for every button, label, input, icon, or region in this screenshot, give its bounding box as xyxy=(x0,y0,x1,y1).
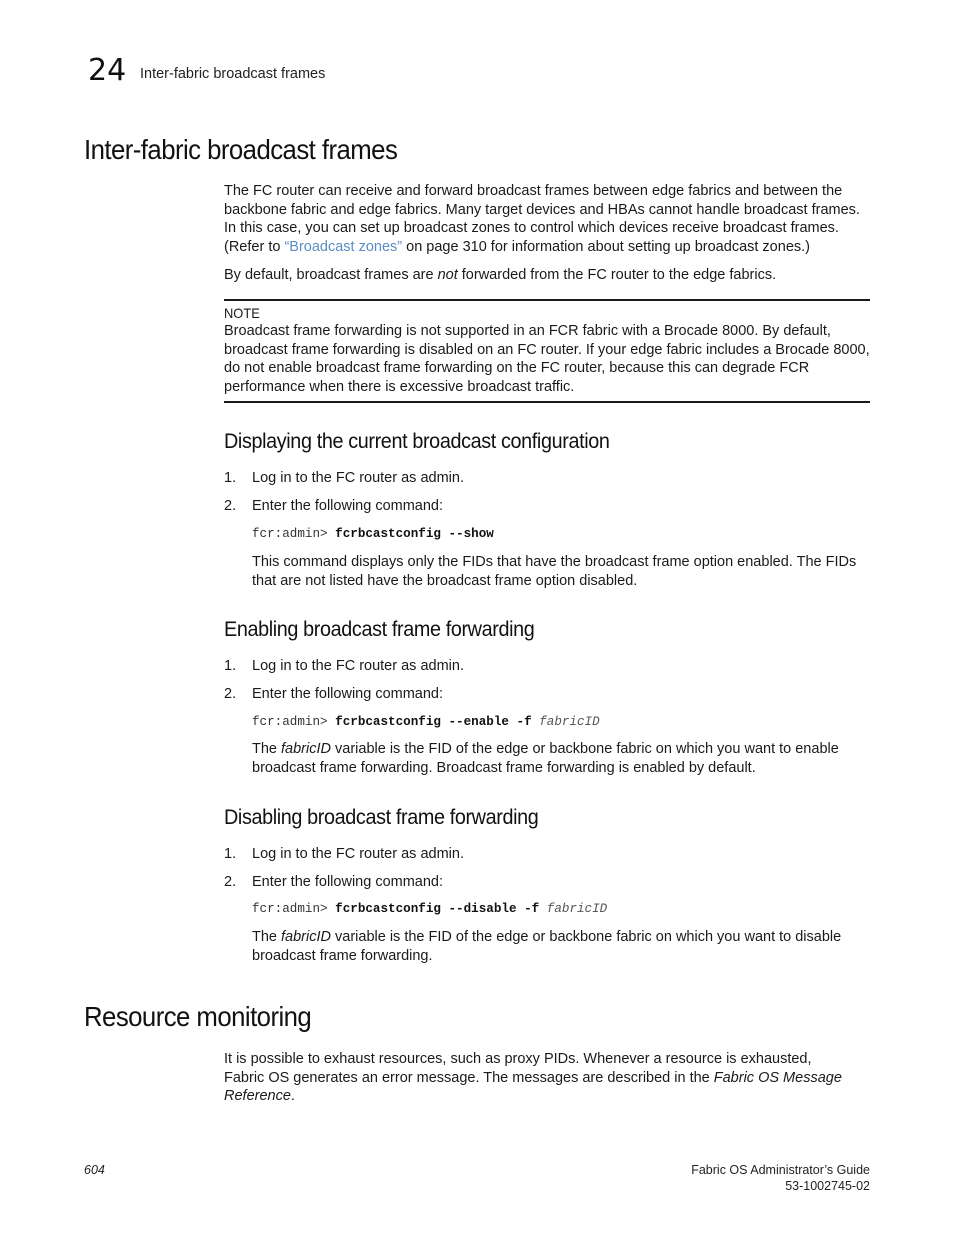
step-text: Enter the following command: xyxy=(252,686,444,702)
subsection-title-display: Displaying the current broadcast configuration xyxy=(224,429,610,453)
broadcast-zones-link[interactable]: “Broadcast zones” xyxy=(284,238,403,255)
doc-number: 53-1002745-02 xyxy=(785,1179,870,1193)
step-text: Log in to the FC router as admin. xyxy=(252,846,464,862)
step-number: 2. xyxy=(224,686,237,702)
code-block xyxy=(252,714,600,730)
default-text-a: By default, broadcast frames are xyxy=(224,267,438,283)
desc-text-a: The xyxy=(252,929,282,945)
description-paragraph: This command displays only the FIDs that have the broadcast frame option enabled. The FIDs that are not listed have the broadcast frame option disabled. xyxy=(252,554,857,589)
desc-text-a: The xyxy=(252,741,282,757)
step-text: Enter the following command: xyxy=(252,498,444,514)
subsection-title-disable: Disabling broadcast frame forwarding xyxy=(224,805,539,829)
resource-paragraph xyxy=(224,1050,854,1106)
code-command: fcrbcastconfig --show xyxy=(335,527,494,541)
note-label: NOTE xyxy=(224,305,260,321)
description-paragraph xyxy=(252,740,872,777)
step-text: Enter the following command: xyxy=(252,874,444,890)
desc-text-b: variable is the FID of the edge or backbone fabric on which you want to disable broadcast frame forwarding. xyxy=(252,929,842,964)
page-number-text: 604 xyxy=(84,1163,105,1177)
list-item xyxy=(224,657,864,675)
list-item xyxy=(224,497,864,515)
code-prompt: fcr:admin> xyxy=(252,527,336,541)
code-variable: fabricID xyxy=(539,715,600,729)
chapter-title: Inter-fabric broadcast frames xyxy=(140,66,326,82)
intro-text-b: on page 310 for information about setting up broadcast zones.) xyxy=(402,238,810,255)
intro-text-a: The FC router can receive and forward broadcast frames between edge fabrics and between the backbone fabric and edge fabrics. Many target devices and HBAs cannot handle broadcast frames. In this case, you can set up broadcast zones to control which devices receive broadcast frames. (Refer to xyxy=(224,183,860,255)
section-title-resource: Resource monitoring xyxy=(84,1001,312,1032)
desc-text-em: fabricID xyxy=(281,741,331,757)
step-number: 1. xyxy=(224,470,237,486)
desc-text-em: fabricID xyxy=(281,929,331,945)
default-paragraph xyxy=(224,266,872,285)
code-variable: fabricID xyxy=(546,902,608,916)
doc-title: Fabric OS Administrator’s Guide xyxy=(691,1163,870,1177)
resource-text-a: It is possible to exhaust resources, such as proxy PIDs. Whenever a resource is exhausted, Fabric OS generates an error message. The messages are described in the xyxy=(224,1051,812,1086)
code-block xyxy=(252,526,494,542)
list-item xyxy=(224,685,864,703)
list-item xyxy=(224,873,864,891)
step-number: 2. xyxy=(224,498,237,514)
step-text: Log in to the FC router as admin. xyxy=(252,658,464,674)
step-text: Log in to the FC router as admin. xyxy=(252,470,464,486)
chapter-number: 24 xyxy=(88,53,127,88)
default-text-b: forwarded from the FC router to the edge fabrics. xyxy=(457,267,777,283)
intro-paragraph xyxy=(224,182,872,256)
desc-text-b: variable is the FID of the edge or backbone fabric on which you want to enable broadcast frame forwarding. Broadcast frame forwarding is enabled by default. xyxy=(252,741,839,776)
code-block xyxy=(252,901,607,917)
note-box xyxy=(224,299,870,403)
step-number: 1. xyxy=(224,658,237,674)
step-number: 1. xyxy=(224,846,237,862)
step-number: 2. xyxy=(224,874,237,890)
list-item xyxy=(224,469,864,487)
note-text: Broadcast frame forwarding is not supported in an FCR fabric with a Brocade 8000. By default, broadcast frame forwarding is disabled on an FC router. If your edge fabric includes a Brocade 8000, do not enable broadcast frame forwarding on the FC router, because this can degrade FCR performance when there is excessive broadcast traffic. xyxy=(224,323,870,395)
list-item xyxy=(224,845,864,863)
default-text-em: not xyxy=(437,267,458,283)
code-prompt: fcr:admin> xyxy=(252,902,336,916)
section-title-inter-fabric: Inter-fabric broadcast frames xyxy=(84,134,398,165)
code-prompt: fcr:admin> xyxy=(252,715,336,729)
resource-text-em: Fabric OS Message Reference xyxy=(224,1069,842,1105)
code-command: fcrbcastconfig --disable -f xyxy=(335,902,547,916)
resource-text-b: . xyxy=(290,1088,295,1105)
subsection-title-enable: Enabling broadcast frame forwarding xyxy=(224,617,535,641)
page-number xyxy=(84,1162,105,1178)
code-command: fcrbcastconfig --enable -f xyxy=(335,715,540,729)
description-paragraph xyxy=(252,928,872,965)
